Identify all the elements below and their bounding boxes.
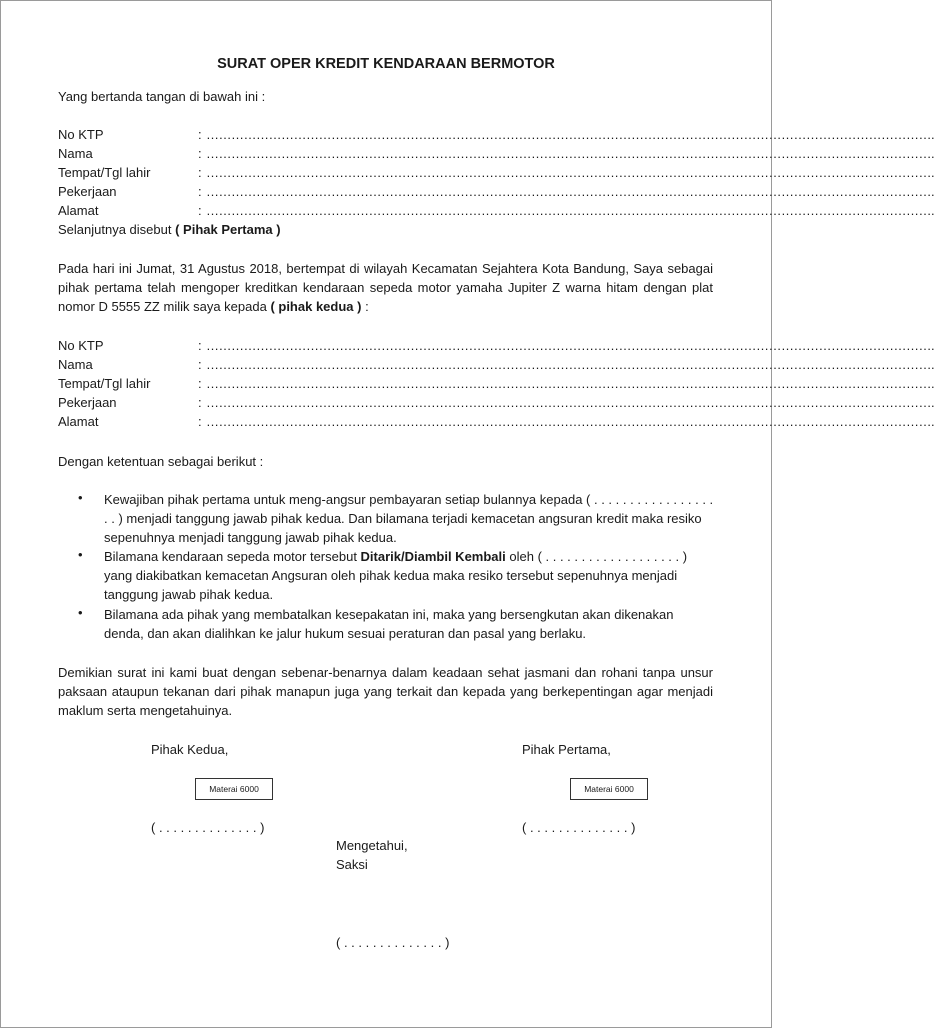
field-label: No KTP: [58, 127, 104, 142]
field-dots: ………………………………………………………………………………………………………………………………………………………….: [206, 338, 934, 353]
bullet2-text-a: Bilamana kendaraan sepeda motor tersebut: [104, 549, 361, 564]
field-colon: :: [198, 357, 202, 372]
field-dots: ………………………………………………………………………………………………………………………………………………………….: [206, 414, 934, 429]
closing-paragraph: Demikian surat ini kami buat dengan sebenar-benarnya dalam keadaan sehat jasmani dan rohani tanpa unsur paksaan ataupun tekanan dari pihak manapun juga yang terkait dan kepada yang berkepentingan agar menjadi maklum serta mengetahuinya.: [58, 665, 713, 718]
field-label: Tempat/Tgl lahir: [58, 376, 151, 391]
field-dots: ………………………………………………………………………………………………………………………………………………………….: [206, 376, 934, 391]
saksi-label: Saksi: [336, 857, 368, 872]
field-row-2-nama: [58, 355, 934, 374]
bullet-item-1: Kewajiban pihak pertama untuk meng-angsur pembayaran setiap bulannya kepada ( . . . . . . . . . . . . . . . . . . . ) menjadi tanggung jawab pihak kedua. Dan bilamana terjadi kemacetan angsuran kredit maka resiko sepenuhnya menjadi tanggung jawab pihak kedua.: [104, 492, 714, 545]
signature-blank-left: ( . . . . . . . . . . . . . . ): [151, 820, 265, 835]
intro-text: Yang bertanda tangan di bawah ini :: [58, 89, 266, 104]
pihak-kedua-signature-label: Pihak Kedua,: [151, 742, 229, 757]
field-colon: :: [198, 146, 202, 161]
field-row-1-ktp: [58, 125, 934, 144]
field-label: Nama: [58, 146, 93, 161]
field-label: Pekerjaan: [58, 184, 117, 199]
field-colon: :: [198, 376, 202, 391]
field-label: Tempat/Tgl lahir: [58, 165, 151, 180]
opening-text: Pada hari ini Jumat, 31 Agustus 2018, bertempat di wilayah Kecamatan Sejahtera Kota Bandung, Saya sebagai pihak pertama telah mengoper kreditkan kendaraan sepeda motor yamaha Jupiter Z warna hitam dengan plat nomor D 5555 ZZ milik saya kepada: [58, 261, 713, 314]
field-colon: :: [198, 338, 202, 353]
field-dots: ………………………………………………………………………………………………………………………………………………………….: [206, 127, 934, 142]
mengetahui-label: Mengetahui,: [336, 838, 408, 853]
signature-blank-witness: ( . . . . . . . . . . . . . . ): [336, 935, 450, 950]
field-row-1-ttl: [58, 163, 934, 182]
field-dots: ………………………………………………………………………………………………………………………………………………………….: [206, 395, 934, 410]
field-row-1-alamat: [58, 201, 934, 220]
field-row-2-ktp: [58, 336, 934, 355]
signature-blank-right: ( . . . . . . . . . . . . . . ): [522, 820, 636, 835]
field-row-1-nama: [58, 144, 934, 163]
document-title: SURAT OPER KREDIT KENDARAAN BERMOTOR: [217, 56, 555, 72]
pihak-pertama-label: ( Pihak Pertama ): [175, 222, 281, 237]
field-row-2-ttl: [58, 374, 934, 393]
bullet-item-2: [104, 547, 716, 604]
field-label: Pekerjaan: [58, 395, 117, 410]
opening-end: :: [361, 299, 369, 314]
pihak-pertama-signature-label: Pihak Pertama,: [522, 742, 611, 757]
field-colon: :: [198, 127, 202, 142]
field-label: Alamat: [58, 203, 99, 218]
bullet-marker: •: [78, 605, 83, 620]
selanjutnya-line: [58, 220, 281, 239]
field-dots: ………………………………………………………………………………………………………………………………………………………….: [206, 184, 934, 199]
field-label: No KTP: [58, 338, 104, 353]
field-colon: :: [198, 414, 202, 429]
field-dots: ………………………………………………………………………………………………………………………………………………………….: [206, 165, 934, 180]
bullet-marker: •: [78, 547, 83, 562]
field-label: Alamat: [58, 414, 99, 429]
selanjutnya-text: Selanjutnya disebut: [58, 222, 176, 237]
field-colon: :: [198, 165, 202, 180]
bullet-item-3: Bilamana ada pihak yang membatalkan kesepakatan ini, maka yang bersengkutan akan dikenakan denda, dan akan dialihkan ke jalur hukum sesuai peraturan dan pasal yang berlaku.: [104, 607, 674, 641]
field-dots: ………………………………………………………………………………………………………………………………………………………….: [206, 357, 934, 372]
bullet-marker: •: [78, 490, 83, 505]
field-row-1-pekerjaan: [58, 182, 934, 201]
field-colon: :: [198, 184, 202, 199]
field-colon: :: [198, 395, 202, 410]
bullet2-bold: Ditarik/Diambil Kembali: [360, 549, 506, 564]
bullet2-text-b: oleh ( . . . . . . . . . . . . . . . . . . . ) yang diakibatkan kemacetan Angsuran oleh pihak kedua maka resiko tersebut sepenuhnya menjadi tanggung jawab pihak kedua.: [104, 549, 688, 602]
materai-stamp-left: Materai 6000: [195, 778, 273, 800]
materai-stamp-right: Materai 6000: [570, 778, 648, 800]
field-row-2-pekerjaan: [58, 393, 934, 412]
field-dots: ………………………………………………………………………………………………………………………………………………………….: [206, 203, 934, 218]
field-row-2-alamat: [58, 412, 934, 431]
field-dots: ………………………………………………………………………………………………………………………………………………………….: [206, 146, 934, 161]
field-colon: :: [198, 203, 202, 218]
field-label: Nama: [58, 357, 93, 372]
ketentuan-heading: Dengan ketentuan sebagai berikut :: [58, 454, 264, 469]
pihak-kedua-label: ( pihak kedua ): [270, 299, 362, 314]
opening-paragraph: [58, 259, 713, 316]
